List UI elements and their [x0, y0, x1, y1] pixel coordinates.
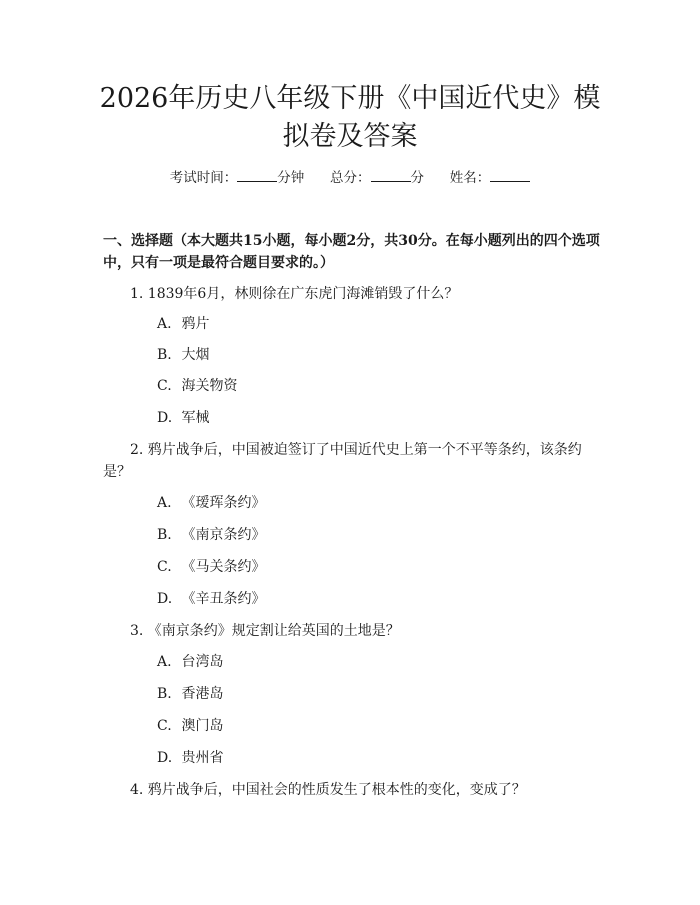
question-2-option-d	[157, 589, 265, 609]
option-letter: D.	[157, 750, 173, 766]
option-letter: C.	[157, 718, 172, 734]
exam-time-unit: 分钟	[277, 170, 305, 186]
option-text: 海关物资	[181, 378, 238, 394]
option-letter: A.	[157, 654, 172, 670]
question-3-option-b	[157, 684, 223, 704]
option-letter: B.	[157, 686, 172, 702]
question-2-option-a	[157, 493, 265, 513]
option-text: 《南京条约》	[181, 527, 266, 543]
section-heading: 一、选择题（本大题共15小题，每小题2分，共30分。在每小题列出的四个选项中，只有一项是最符合题目要求的。）	[103, 233, 600, 271]
question-2-stem: 2. 鸦片战争后，中国被迫签订了中国近代史上第一个不平等条约，该条约是？	[103, 442, 582, 480]
question-3-option-c	[157, 716, 223, 736]
option-letter: B.	[157, 527, 172, 543]
option-letter: C.	[157, 559, 172, 575]
question-4-stem: 4. 鸦片战争后，中国社会的性质发生了根本性的变化，变成了？	[130, 782, 526, 798]
option-letter: A.	[157, 316, 172, 332]
option-letter: B.	[157, 347, 172, 363]
option-text: 《瑷珲条约》	[181, 495, 266, 511]
exam-time-label: 考试时间：	[169, 170, 238, 186]
total-score-unit: 分	[410, 170, 424, 186]
question-2-option-b	[157, 525, 265, 545]
question-3-option-a	[157, 652, 223, 672]
name-label: 姓名：	[449, 170, 491, 186]
option-text: 香港岛	[181, 686, 224, 702]
option-letter: C.	[157, 378, 172, 394]
question-1-option-c	[157, 376, 237, 396]
option-text: 鸦片	[181, 316, 210, 332]
option-text: 《辛丑条约》	[181, 591, 266, 607]
option-text: 台湾岛	[181, 654, 224, 670]
option-text: 大烟	[181, 347, 210, 363]
option-text: 《马关条约》	[181, 559, 266, 575]
question-3-option-d	[157, 748, 223, 768]
total-score-blank	[371, 169, 411, 182]
option-text: 军械	[181, 410, 210, 426]
option-text: 贵州省	[181, 750, 224, 766]
question-1-option-d	[157, 408, 209, 428]
exam-info-line	[0, 166, 700, 186]
question-1-option-b	[157, 345, 209, 365]
option-letter: D.	[157, 591, 173, 607]
option-letter: D.	[157, 410, 173, 426]
option-text: 澳门岛	[181, 718, 224, 734]
question-1-stem: 1. 1839年6月，林则徐在广东虎门海滩销毁了什么？	[130, 286, 459, 302]
total-score-label: 总分：	[330, 170, 371, 186]
question-2-option-c	[157, 557, 265, 577]
exam-time-blank	[237, 169, 277, 182]
question-1-option-a	[157, 314, 209, 334]
exam-title: 2026年历史八年级下册《中国近代史》模拟卷及答案	[99, 83, 601, 152]
question-3-stem: 3. 《南京条约》规定割让给英国的土地是？	[130, 623, 400, 639]
option-letter: A.	[157, 495, 172, 511]
name-blank	[490, 169, 530, 182]
